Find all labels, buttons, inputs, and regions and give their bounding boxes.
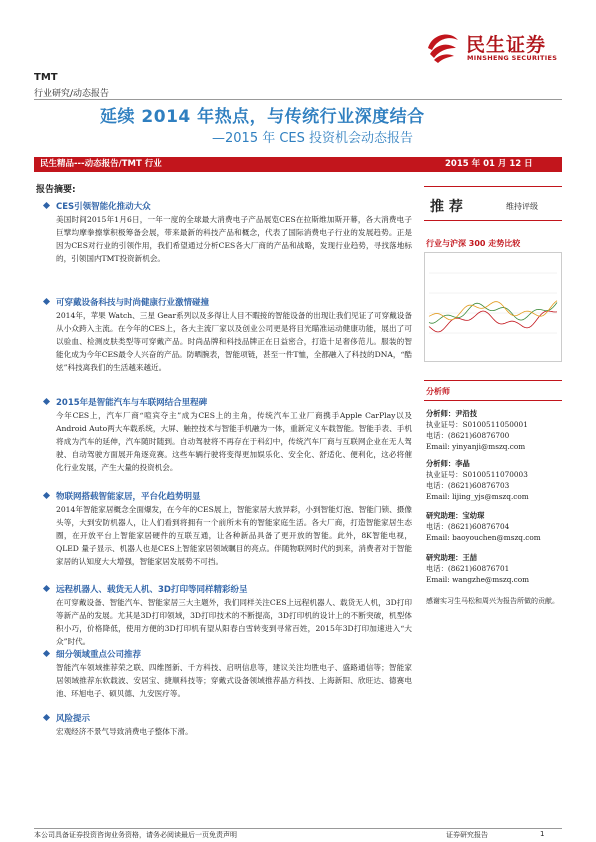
cert-label: 执业证号：: [426, 470, 463, 479]
report-type-label: 行业研究/动态报告: [34, 89, 110, 99]
assistant-role: 研究助理：: [426, 511, 463, 520]
analyst-0: [426, 408, 564, 452]
section-title: 远程机器人、载货无人机、3D打印等同样精彩纷呈: [56, 585, 248, 595]
email-address[interactable]: wangzhe@mszq.com: [452, 575, 530, 584]
section-paragraph: 美国时间2015年1月6日，一年一度的全球最大消费电子产品展览CES在拉斯维加斯开幕，各大消费电子巨擘均摩拳擦掌积极筹备会展，带来最新的科技产品和概念，代表了国际消费电子行业的发展趋势。正是因为CES对行业的引领作用，我们希望通过分析CES各大厂商的产品和战略，发现行业趋势，寻找落地标的，引领国内TMT投资新机会。: [56, 215, 412, 263]
bullet-icon: [43, 202, 50, 209]
assistant-1: [426, 552, 564, 585]
cert-number: S0100511050001: [462, 420, 528, 429]
footer-disclaimer: 本公司具备证券投资咨询业务资格，请务必阅读最后一页免责声明: [34, 831, 237, 839]
section-title: CES引领智能化推动大众: [56, 202, 151, 212]
logo-english: MINSHENG SECURITIES: [467, 54, 558, 62]
phone-label: 电话：: [426, 431, 448, 440]
chart-title: 行业与沪深 300 走势比较: [426, 239, 521, 248]
cert-label: 执业证号：: [426, 420, 463, 429]
analyst-name: 李晶: [455, 459, 470, 468]
logo: [422, 26, 572, 66]
section-paragraph: 宏观经济不景气导致消费电子整体下滑。: [56, 727, 193, 736]
assistant-name: 宝幼琛: [462, 511, 485, 520]
band-left: 民生精品---动态报告/TMT 行业: [40, 159, 162, 169]
phone-label: 电话：: [426, 522, 448, 531]
section-title: 可穿戴设备科技与时尚健康行业激情碰撞: [56, 298, 210, 308]
section-title: 细分领域重点公司推荐: [56, 650, 142, 660]
band-date: 2015 年 01 月 12 日: [445, 159, 533, 169]
trend-chart: [425, 253, 561, 361]
phone-number: (8621)60876704: [447, 522, 510, 531]
sidebar-top-line: [424, 186, 562, 187]
footer-divider: [34, 828, 562, 829]
email-address[interactable]: yinyanji@mszq.com: [452, 442, 526, 451]
bullet-icon: [43, 714, 50, 721]
analyst-divider: [424, 380, 562, 381]
analyst-divider-2: [424, 400, 562, 401]
series-line-0: [429, 311, 557, 332]
report-title: 延续 2014 年热点，与传统行业深度结合: [100, 107, 425, 127]
phone-number: (8621)60876700: [447, 431, 510, 440]
thanks-note: 感谢实习生马松和周兴为报告所做的贡献。: [426, 597, 559, 605]
bullet-icon: [43, 298, 50, 305]
footer-report-type: 证券研究报告: [446, 831, 488, 839]
analyst-role: 分析师：: [426, 459, 456, 468]
bullet-icon: [43, 398, 50, 405]
rating-note: 维持评级: [506, 202, 538, 211]
rating-label: 推 荐: [430, 199, 463, 215]
chart-area: [424, 252, 562, 362]
phone-number: (8621)60876701: [447, 564, 510, 573]
analyst-1: [426, 458, 564, 502]
section-paragraph: 2014年智能家居概念全面爆发，在今年的CES展上，智能家居大放异彩，小到智能灯泡、智能门锁、摄像头等，大到安防机器人，让人们看到将拥有一个前所未有的智能家庭生活。各大厂商，打造智能家居生态圈，在开放平台上智能家居硬件的互联互通，让各种新品具备了更开放的智能。此外，8K智能电视，QLED 量子显示、机器人也是CES上智能家居领域瞩目的亮点。伴随物联网时代的到来，消费者对于智能家居的认知度大大增强，智能家居发展势不可挡。: [56, 505, 412, 566]
bullet-icon: [43, 650, 50, 657]
summary-label: 报告摘要:: [36, 185, 76, 195]
bullet-icon: [43, 585, 50, 592]
assistant-0: [426, 510, 564, 543]
email-label: Email:: [426, 492, 450, 501]
section-paragraph: 今年CES上，汽车厂商“喧宾夺主”成为CES上的主角，传统汽车工业厂商携手Apple CarPlay以及Android Auto两大车载系统，大屏、触控技术与智能手机融为一体，重新定义车载智能。智能手表、手机将成为汽车的延伸，汽车随时随到。自动驾驶将不再存在于科幻中，传统汽车厂商与互联网企业在无人驾驶、自动驾驶方面展开角逐竞赛。这些车辆行驶将变得更加娱乐化、安全化、舒适化、便利化，这必将催化行业发展，产生大量的投资机会。: [56, 411, 412, 472]
email-address[interactable]: baoyouchen@mszq.com: [452, 533, 541, 542]
section-title: 2015年是智能汽车与车联网结合里程碑: [56, 398, 208, 408]
phone-label: 电话：: [426, 564, 448, 573]
phone-label: 电话：: [426, 481, 448, 490]
report-band: [34, 157, 562, 172]
phone-number: (8621)60876703: [447, 481, 510, 490]
logo-mark-icon: [422, 26, 462, 66]
email-address[interactable]: lijing_yjs@mszq.com: [452, 492, 529, 501]
rating-divider: [424, 220, 562, 221]
bullet-icon: [43, 492, 50, 499]
analysts-label: 分析师: [426, 387, 450, 396]
sector-label: TMT: [34, 72, 58, 83]
section-title: 物联网搭载智能家居，平台化趋势明显: [56, 492, 201, 502]
cert-number: S0100511070003: [462, 470, 528, 479]
assistant-role: 研究助理：: [426, 553, 463, 562]
header-divider: [34, 99, 562, 100]
email-label: Email:: [426, 575, 450, 584]
section-paragraph: 在可穿戴设备、智能汽车、智能家居三大主题外，我们同样关注CES上远程机器人、载货无人机，3D打印等新产品的发展。尤其是3D打印领域，3D打印技术的不断提高，3D打印机的设计上的不断突破，机型体积小巧，价格降低，使用方便的3D打印机有望从阳春白雪转变到寻常百姓，2015年3D打印加速进入“大众”时代。: [56, 598, 412, 646]
email-label: Email:: [426, 533, 450, 542]
assistant-name: 王喆: [462, 553, 478, 562]
report-subtitle: —2015 年 CES 投资机会动态报告: [212, 131, 414, 146]
section-title: 风险提示: [56, 714, 91, 724]
email-label: Email:: [426, 442, 450, 451]
section-paragraph: 智能汽车领域推荐荣之联、四维图新、千方科技、启明信息等，建议关注均胜电子、盛路通信等；智能家居领域推荐东软载波、安居宝、捷顺科技等；穿戴式设备领域推荐晶方科技、上海新阳、欣旺达、德赛电池、环旭电子、硕贝德、九安医疗等。: [56, 663, 412, 698]
logo-name: 民生证券: [466, 34, 547, 56]
section-paragraph: 2014年，苹果 Watch、三星 Gear系列以及多得让人目不暇接的智能设备的出现让我们见证了可穿戴设备从小众跨入主流。在今年的CES上，各大主流厂家以及创业公司更是将目光瞄准运动健康功能，展出了可以验血、检测皮肤类型等可穿戴产品。时尚品牌和科技品牌正在日益密合，打造十足奢侈范儿。服装的智能化成为今年CES最令人兴奋的产品。防晒腕表，智能项链，甚至一件T恤，全都融入了科技的DNA，“酷炫”科技离我们的生活越来越近。: [56, 311, 412, 372]
sidebar: [424, 186, 564, 626]
analyst-name: 尹沿技: [455, 409, 478, 418]
footer-page-number: 1: [540, 830, 545, 838]
analyst-role: 分析师：: [426, 409, 456, 418]
